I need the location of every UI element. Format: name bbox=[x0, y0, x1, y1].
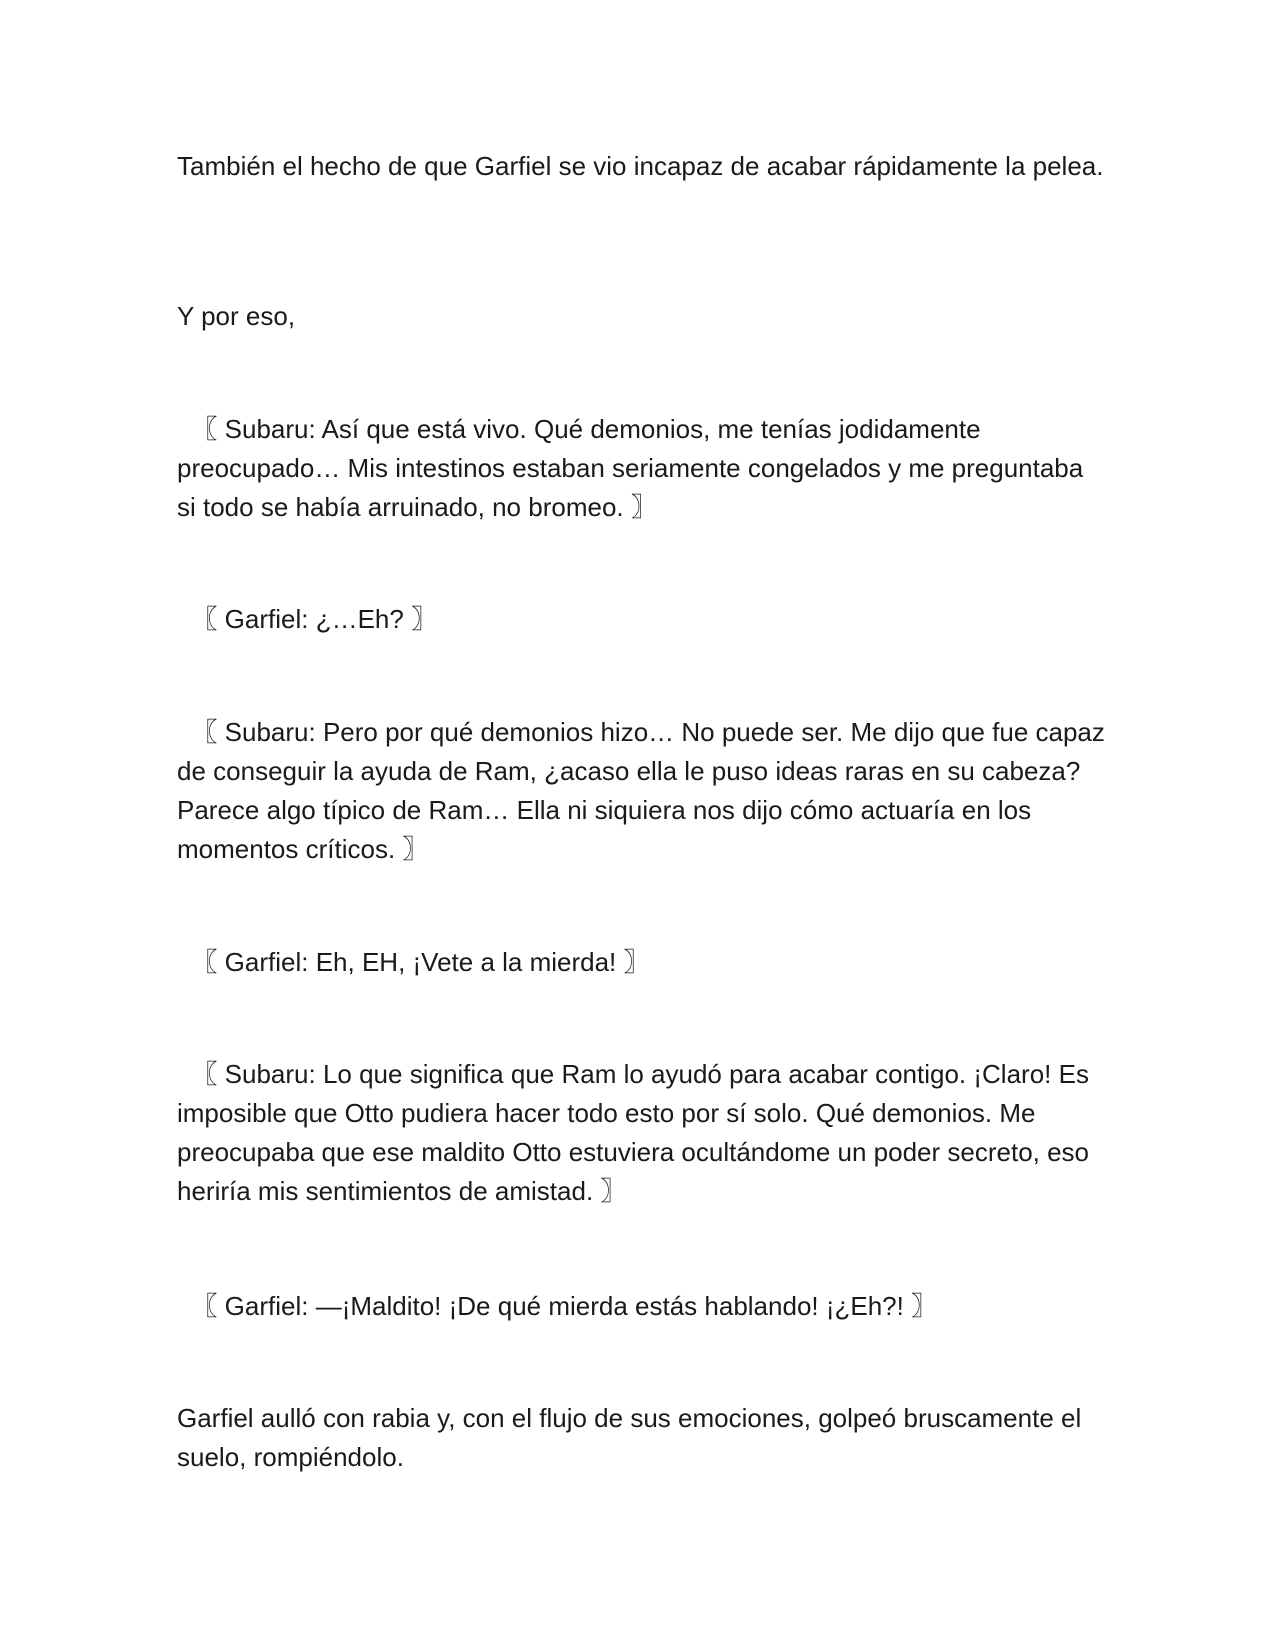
dialogue-paragraph-subaru: 〖 Subaru: Lo que significa que Ram lo ayudó para acabar contigo. ¡Claro! Es imposible que Otto pudiera hacer todo esto por sí solo. Qué demonios. Me preocupaba que ese maldito Otto estuviera ocultándome un poder secreto, eso heriría mis sentimientos de amistad. 〗 bbox=[177, 1059, 1090, 1206]
dialogue-paragraph-subaru: 〖 Subaru: Así que está vivo. Qué demonios, me tenías jodidamente preocupado… Mis intestinos estaban seriamente congelados y me preguntaba si todo se había arruinado, no bromeo. 〗 bbox=[177, 414, 1084, 522]
narration-paragraph: Garfiel aulló con rabia y, con el flujo de sus emociones, golpeó bruscamente el suelo, rompiéndolo. bbox=[177, 1403, 1082, 1472]
narration-paragraph: Y por eso, bbox=[177, 301, 296, 331]
dialogue-paragraph-subaru: 〖 Subaru: Pero por qué demonios hizo… No puede ser. Me dijo que fue capaz de conseguir la ayuda de Ram, ¿acaso ella le puso ideas raras en su cabeza? Parece algo típico de Ram… Ella ni siquiera nos dijo cómo actuaría en los momentos críticos. 〗 bbox=[177, 717, 1105, 864]
dialogue-paragraph-garfiel: 〖 Garfiel: ¿…Eh? 〗 bbox=[177, 604, 438, 634]
dialogue-paragraph-garfiel: 〖 Garfiel: —¡Maldito! ¡De qué mierda estás hablando! ¡¿Eh?! 〗 bbox=[177, 1291, 938, 1321]
narration-paragraph: También el hecho de que Garfiel se vio incapaz de acabar rápidamente la pelea. bbox=[177, 151, 1104, 181]
dialogue-paragraph-garfiel: 〖 Garfiel: Eh, EH, ¡Vete a la mierda! 〗 bbox=[177, 947, 650, 977]
